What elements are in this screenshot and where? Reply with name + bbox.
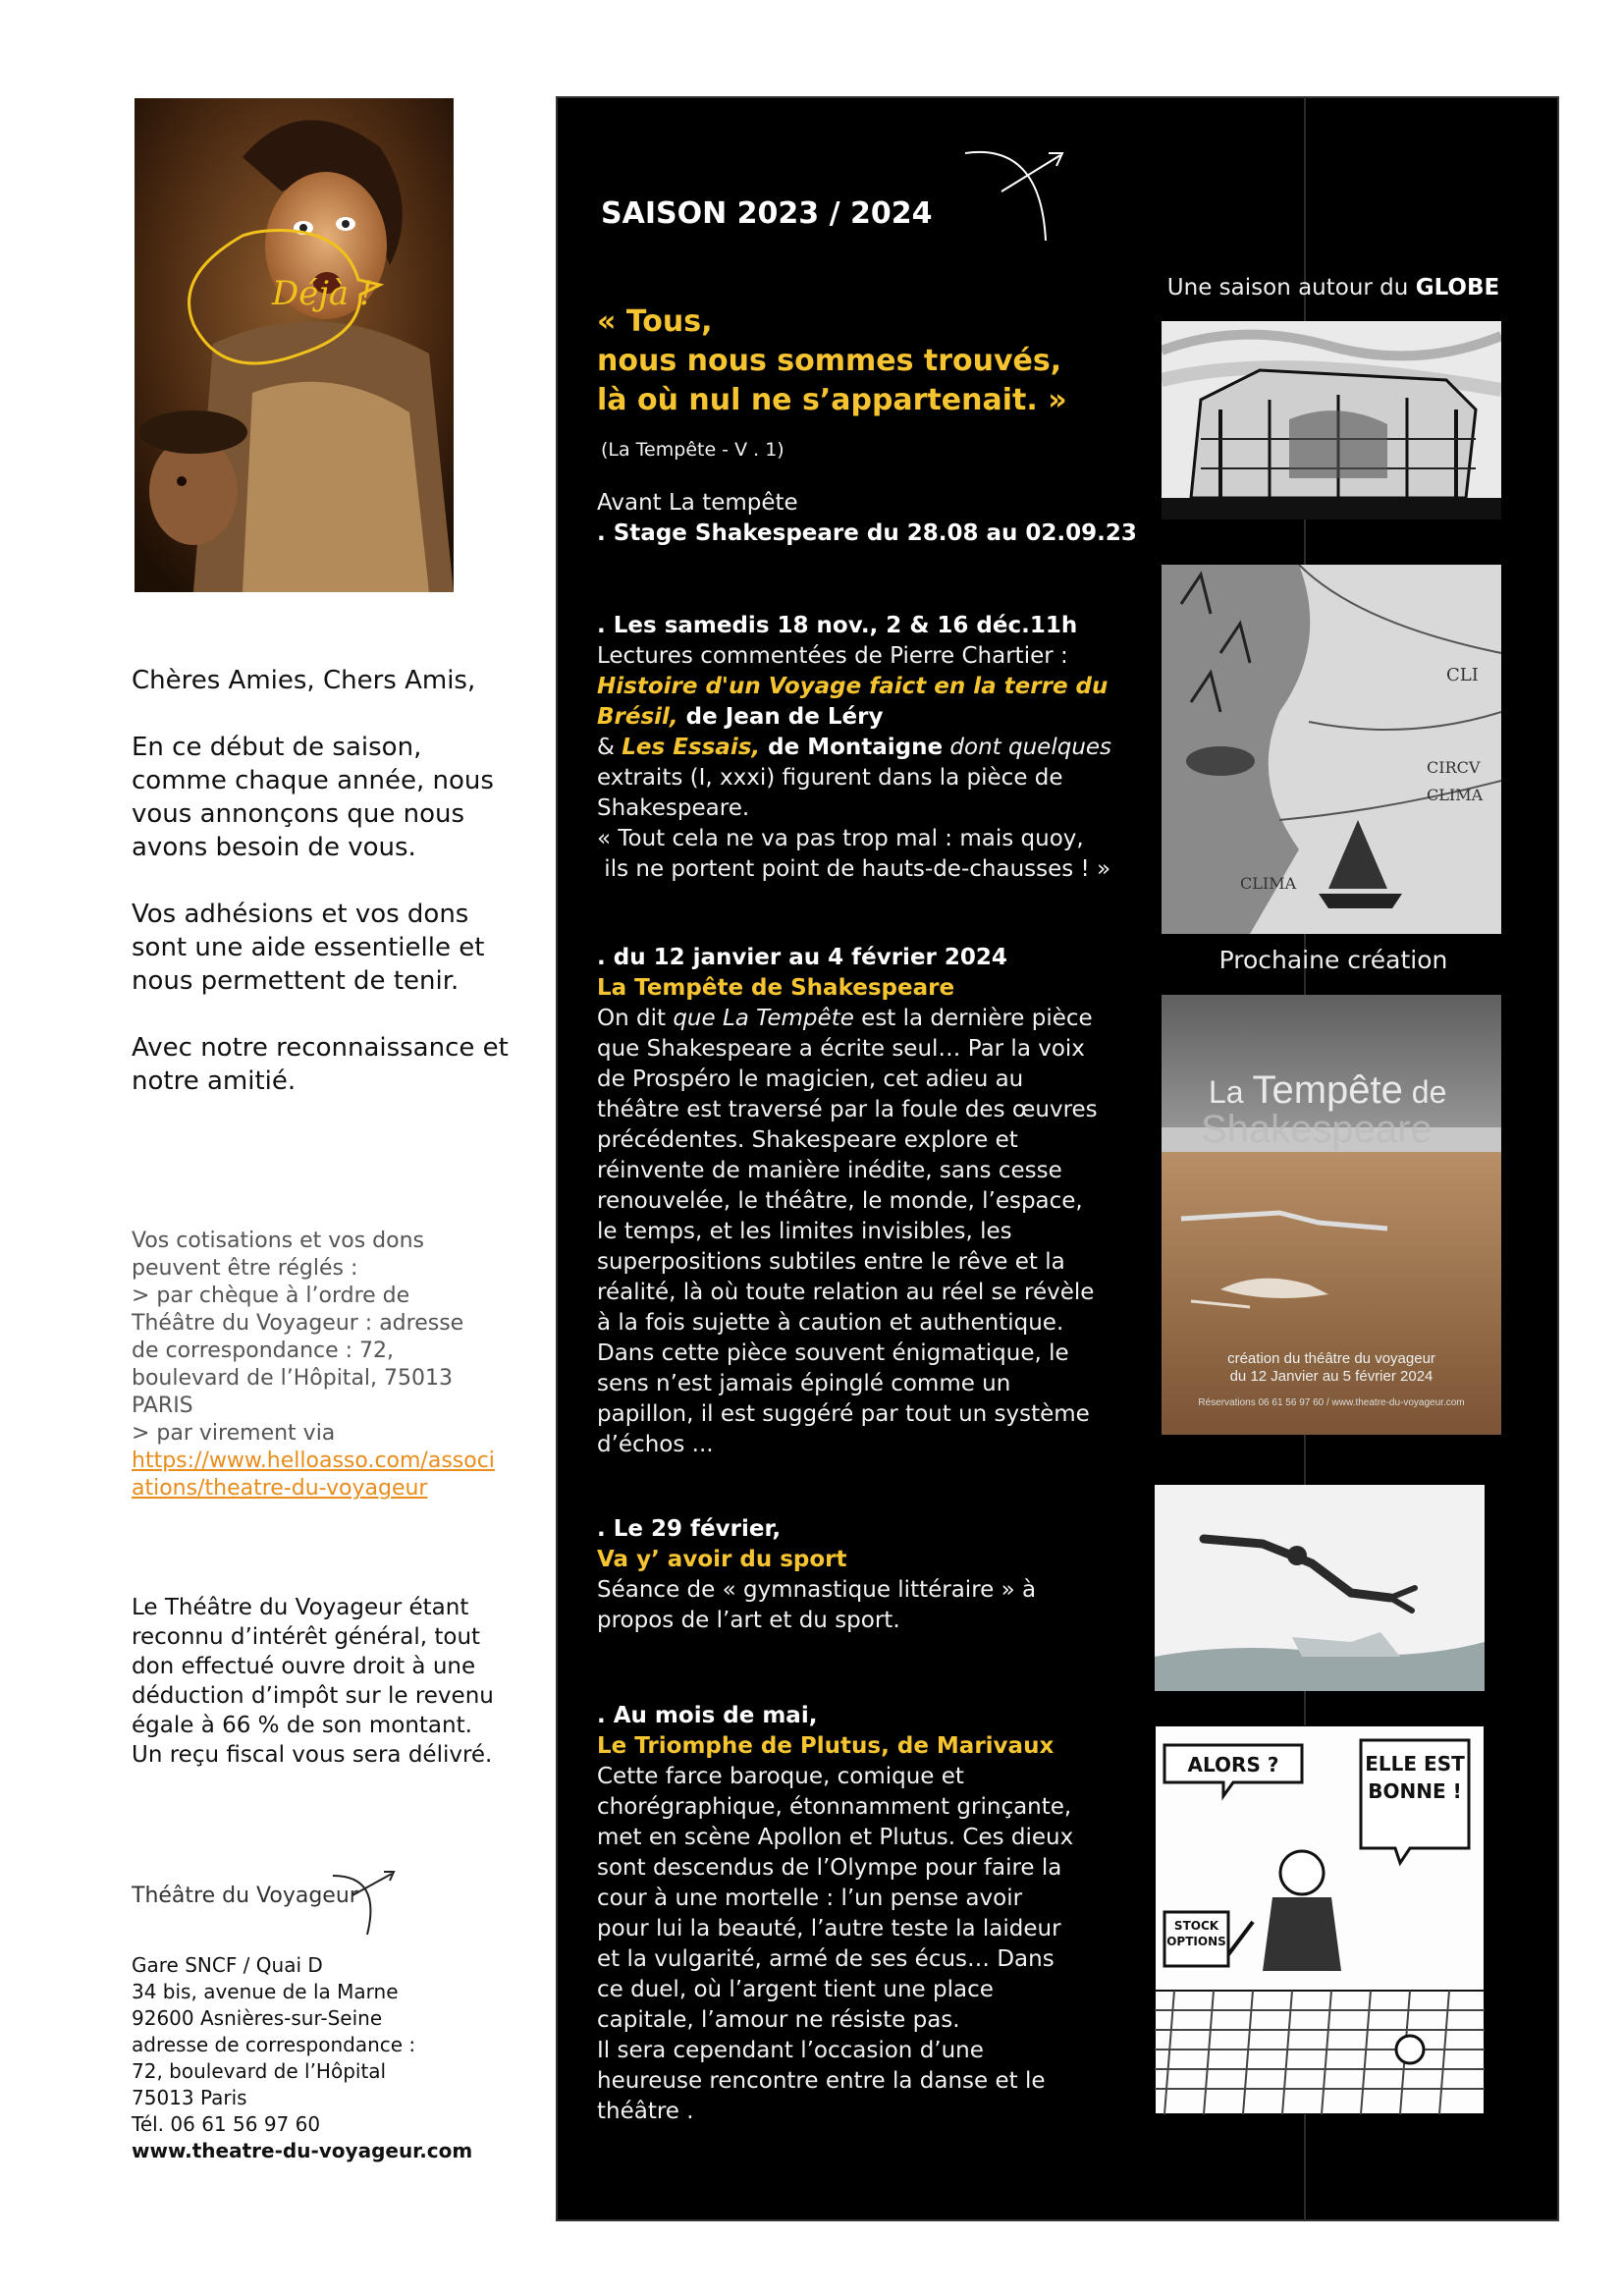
globe-theatre-sketch — [1162, 321, 1501, 519]
plutus-text: Cette farce baroque, comique et chorégraphique, étonnamment grinçante, met en scène Apollon et Plutus. Ces dieux sont descendus de l’Olympe pour faire la cour à une mortelle : l’un pense avoir pour lui la beauté, l’autre teste la laideur et la vulgarité, armé de ses écus… Dans ce duel, où l’argent tient une place capitale, l’amour ne résiste pas. — [597, 1764, 1074, 2033]
letter-greeting: Chères Amies, Chers Amis, — [132, 666, 476, 695]
footer-address — [132, 1952, 505, 2164]
helloasso-link[interactable]: https://www.helloasso.com/associations/theatre-du-voyageur — [132, 1449, 495, 1501]
logo-text: Théâtre du Voyageur — [132, 1884, 358, 1908]
payment-info — [132, 1228, 495, 1503]
map-label: CLIMA — [1240, 874, 1297, 893]
author-montaigne: de Montaigne — [760, 735, 944, 760]
quote-line: là où nul ne s’appartenait. » — [597, 383, 1067, 417]
map-label: CLIMA — [1427, 786, 1484, 804]
tempest-text-a: On dit — [597, 1006, 674, 1031]
cartoon-sign: STOCK OPTIONS — [1166, 1919, 1226, 1948]
diver-photo — [1155, 1485, 1485, 1691]
poster-credit: Réservations 06 61 56 97 60 / www.theatre-du-voyageur.com — [1198, 1397, 1465, 1408]
address-line: 75013 Paris — [132, 2086, 247, 2109]
sport-section — [597, 1514, 1108, 1636]
quote-source: (La Tempête - V . 1) — [601, 439, 784, 461]
season-quote — [597, 302, 1067, 420]
readings-citation: ils ne portent point de hauts-de-chausses ! » — [597, 856, 1111, 882]
portrait-painting — [135, 98, 454, 592]
poster-credit: création du théâtre du voyageur — [1227, 1350, 1435, 1367]
readings-dont: dont quelques — [943, 735, 1112, 760]
poster-credit: du 12 Janvier au 5 février 2024 — [1229, 1368, 1434, 1385]
map-label: CIRCV — [1427, 758, 1481, 777]
tax-note: Le Théâtre du Voyageur étant reconnu d’intérêt général, tout don effectué ouvre droit à une déduction d’impôt sur le revenu égale à 66 % de son montant. Un reçu fiscal vous sera délivré. — [132, 1595, 494, 1768]
book-title-essais: Les Essais, — [622, 735, 761, 760]
globe-label-bold: GLOBE — [1415, 275, 1500, 301]
theatre-logo — [132, 1866, 406, 1944]
book-title-lery: Histoire d'un Voyage faict en la terre du Brésil, — [597, 674, 1109, 730]
sport-text: Séance de « gymnastique littéraire » à propos de l’art et du sport. — [597, 1577, 1037, 1633]
author-lery: de Jean de Léry — [677, 704, 884, 730]
plutus-section — [597, 1701, 1078, 2127]
logo-arc-icon — [323, 1866, 402, 1944]
letter — [132, 664, 510, 1098]
quote-line: nous nous sommes trouvés, — [597, 344, 1062, 378]
quote-line: « Tous, — [597, 304, 713, 339]
address-line: 92600 Asnières-sur-Seine — [132, 2006, 383, 2030]
address-line: 34 bis, avenue de la Marne — [132, 1980, 399, 2003]
globe-label — [1147, 275, 1520, 301]
readings-intro: Lectures commentées de Pierre Chartier : — [597, 643, 1068, 669]
poster-title-shakespeare: Shakespeare — [1201, 1108, 1433, 1151]
website-link[interactable]: www.theatre-du-voyageur.com — [132, 2139, 473, 2162]
map-label: CLI — [1446, 665, 1479, 685]
tempest-poster — [1162, 995, 1501, 1435]
readings-books — [597, 672, 1166, 763]
address-line: Gare SNCF / Quai D — [132, 1953, 323, 1977]
readings-section — [597, 611, 1166, 885]
speech-bubble-text: Déjà ! — [272, 274, 373, 313]
address-line: 72, boulevard de l’Hôpital — [132, 2059, 387, 2083]
before-label: Avant La tempête — [597, 490, 798, 516]
poster-title-de: de — [1402, 1074, 1447, 1110]
tempest-date: . du 12 janvier au 4 février 2024 — [597, 945, 1007, 970]
tempest-text-c: est la dernière pièce que Shakespeare a écrite seul… Par la voix de Prospéro le magicien, cet adieu au théâtre est traversé par la foule des œuvres précédentes. Shakespeare explore et réinvente de manière inédite, sans cesse renouvelée, le théâtre, le monde, l’espace, le temps, et les limites invisibles, les superpositions subtiles entre le rêve et la réalité, là où toute relation au réel se révèle à la fois sujette à caution et authentique. Dans cette pièce souvent énigmatique, le sens n’est jamais épinglé comme un papillon, il est suggéré par tout un système d’échos ... — [597, 1006, 1098, 1457]
season-title: SAISON 2023 / 2024 — [601, 196, 933, 231]
letter-para1: En ce début de saison, comme chaque année, nous vous annonçons que nous avons besoin de vous. — [132, 733, 494, 862]
plutus-text2: Il sera cependant l’occasion d’une heureuse rencontre entre la danse et le théâtre . — [597, 2038, 1046, 2124]
letter-para2: Vos adhésions et vos dons sont une aide essentielle et nous permettent de tenir. — [132, 900, 485, 996]
plutus-title: Le Triomphe de Plutus, de Marivaux — [597, 1733, 1055, 1759]
address-line: adresse de correspondance : — [132, 2033, 416, 2056]
globe-label-prefix: Une saison autour du — [1166, 275, 1416, 301]
stock-options-cartoon — [1155, 1725, 1485, 2114]
payment-virement: > par virement via — [132, 1421, 336, 1446]
payment-intro: Vos cotisations et vos dons peuvent être réglés : — [132, 1229, 425, 1281]
creation-label: Prochaine création — [1218, 946, 1448, 974]
readings-date: . Les samedis 18 nov., 2 & 16 déc.11h — [597, 613, 1078, 638]
letter-para3: Avec notre reconnaissance et notre amitié. — [132, 1033, 509, 1096]
address-line: Tél. 06 61 56 97 60 — [132, 2112, 321, 2136]
poster-title-la: La — [1209, 1074, 1253, 1110]
readings-extracts: extraits (I, xxxi) figurent dans la pièce de Shakespeare. — [597, 765, 1063, 821]
arc-arrow-icon — [962, 147, 1070, 246]
tempest-text — [597, 1004, 1108, 1460]
payment-cheque: > par chèque à l’ordre de Théâtre du Voyageur : adresse de correspondance : 72, boulevard de l’Hôpital, 75013 PARIS — [132, 1284, 464, 1418]
poster-title-tempete: Tempête — [1252, 1068, 1403, 1112]
cartoon-bubble-2: ELLE EST BONNE ! — [1365, 1752, 1465, 1803]
stage-date: . Stage Shakespeare du 28.08 au 02.09.23 — [597, 520, 1137, 546]
tempest-text-b: que La Tempête — [673, 1006, 854, 1031]
sport-date: . Le 29 février, — [597, 1516, 782, 1542]
svg-text:La Tempête de — [1209, 1068, 1446, 1112]
readings-citation: « Tout cela ne va pas trop mal : mais quoy, — [597, 826, 1084, 851]
old-map-image — [1162, 565, 1501, 934]
cartoon-bubble-1: ALORS ? — [1187, 1753, 1279, 1777]
sport-title: Va y’ avoir du sport — [597, 1547, 847, 1572]
plutus-date: . Au mois de mai, — [597, 1703, 818, 1728]
tempest-section — [597, 943, 1108, 1460]
ampersand: & — [597, 735, 622, 760]
tempest-title: La Tempête de Shakespeare — [597, 975, 955, 1001]
